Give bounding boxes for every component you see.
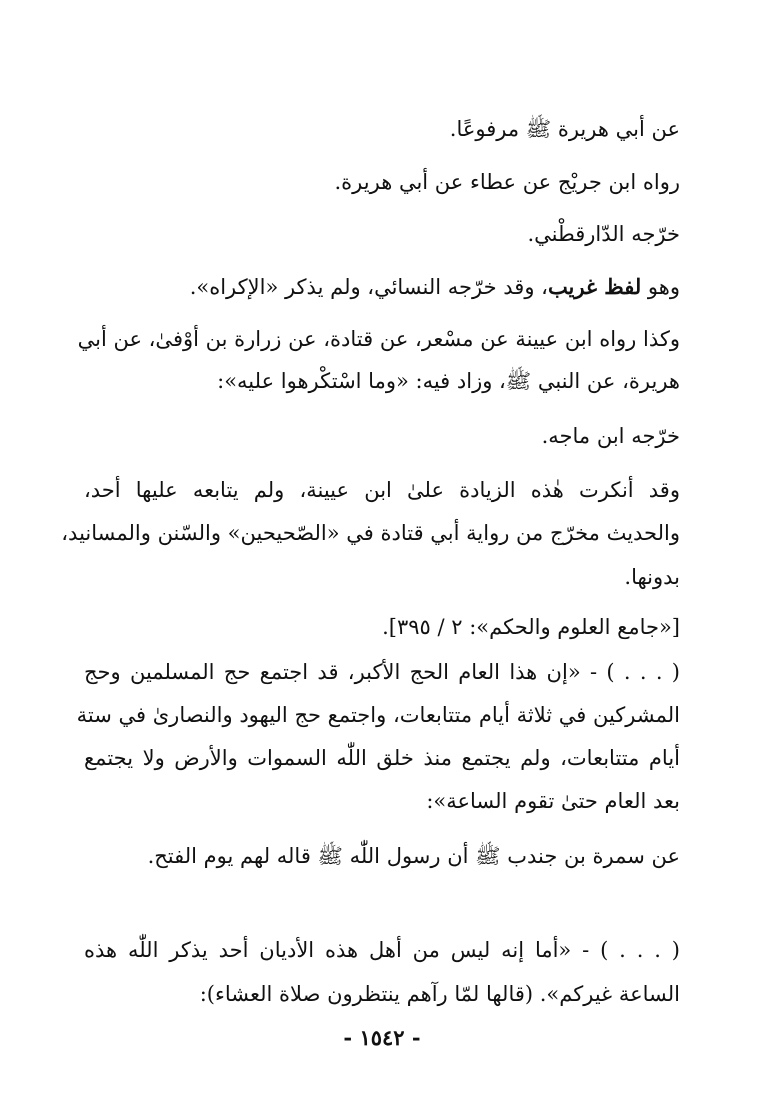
text-line-9: والحديث مخرّج من رواية أبي قتادة في «الصّحيحين» والسّنن والمسانيد، [61, 521, 680, 545]
text-line-14: أيام متتابعات، ولم يجتمع منذ خلق اللّٰه السموات والأرض ولا يجتمع [84, 746, 680, 770]
text-line-4-pre: وهو [641, 275, 680, 299]
text-line-13: المشركين في ثلاثة أيام متتابعات، واجتمع حج اليهود والنصارىٰ في ستة [76, 703, 680, 727]
text-line-8: وقد أنكرت هٰذه الزيادة علىٰ ابن عيينة، ولم يتابعه عليها أحد، [84, 478, 680, 502]
text-line-7: خرّجه ابن ماجه. [541, 424, 680, 448]
text-line-1: عن أبي هريرة ﷺ مرفوعًا. [449, 117, 680, 141]
text-line-6: هريرة، عن النبي ﷺ، وزاد فيه: «وما اسْتكْرهوا عليه»: [217, 369, 680, 393]
text-line-15: بعد العام حتىٰ تقوم الساعة»: [426, 789, 680, 813]
text-line-4 [84, 272, 680, 302]
text-line-2: رواه ابن جريْج عن عطاء عن أبي هريرة. [334, 170, 680, 194]
bold-phrase: لفظ غريب [547, 274, 642, 299]
text-line-17: ( . . . ) - «أما إنه ليس من أهل هذه الأديان أحد يذكر اللّٰه هذه [84, 938, 680, 962]
text-line-12: ( . . . ) - «إن هذا العام الحج الأكبر، قد اجتمع حج المسلمين وحج [84, 660, 680, 684]
text-line-3: خرّجه الدّارقطْني. [527, 222, 680, 246]
page-number: - ١٥٤٢ - [343, 1025, 421, 1050]
text-line-16: عن سمرة بن جندب ﷺ أن رسول اللّٰه ﷺ قاله لهم يوم الفتح. [147, 844, 680, 868]
text-line-4-post: ، وقد خرّجه النسائي، ولم يذكر «الإكراه». [189, 275, 548, 299]
text-line-10: بدونها. [624, 565, 680, 589]
text-line-5: وكذا رواه ابن عيينة عن مسْعر، عن قتادة، عن زرارة بن أوْفىٰ، عن أبي [77, 327, 680, 351]
text-line-18: الساعة غيركم». (قالها لمّا رآهم ينتظرون صلاة العشاء): [199, 982, 680, 1006]
citation-line: [«جامع العلوم والحكم»: ٢ / ٣٩٥]. [382, 615, 680, 639]
